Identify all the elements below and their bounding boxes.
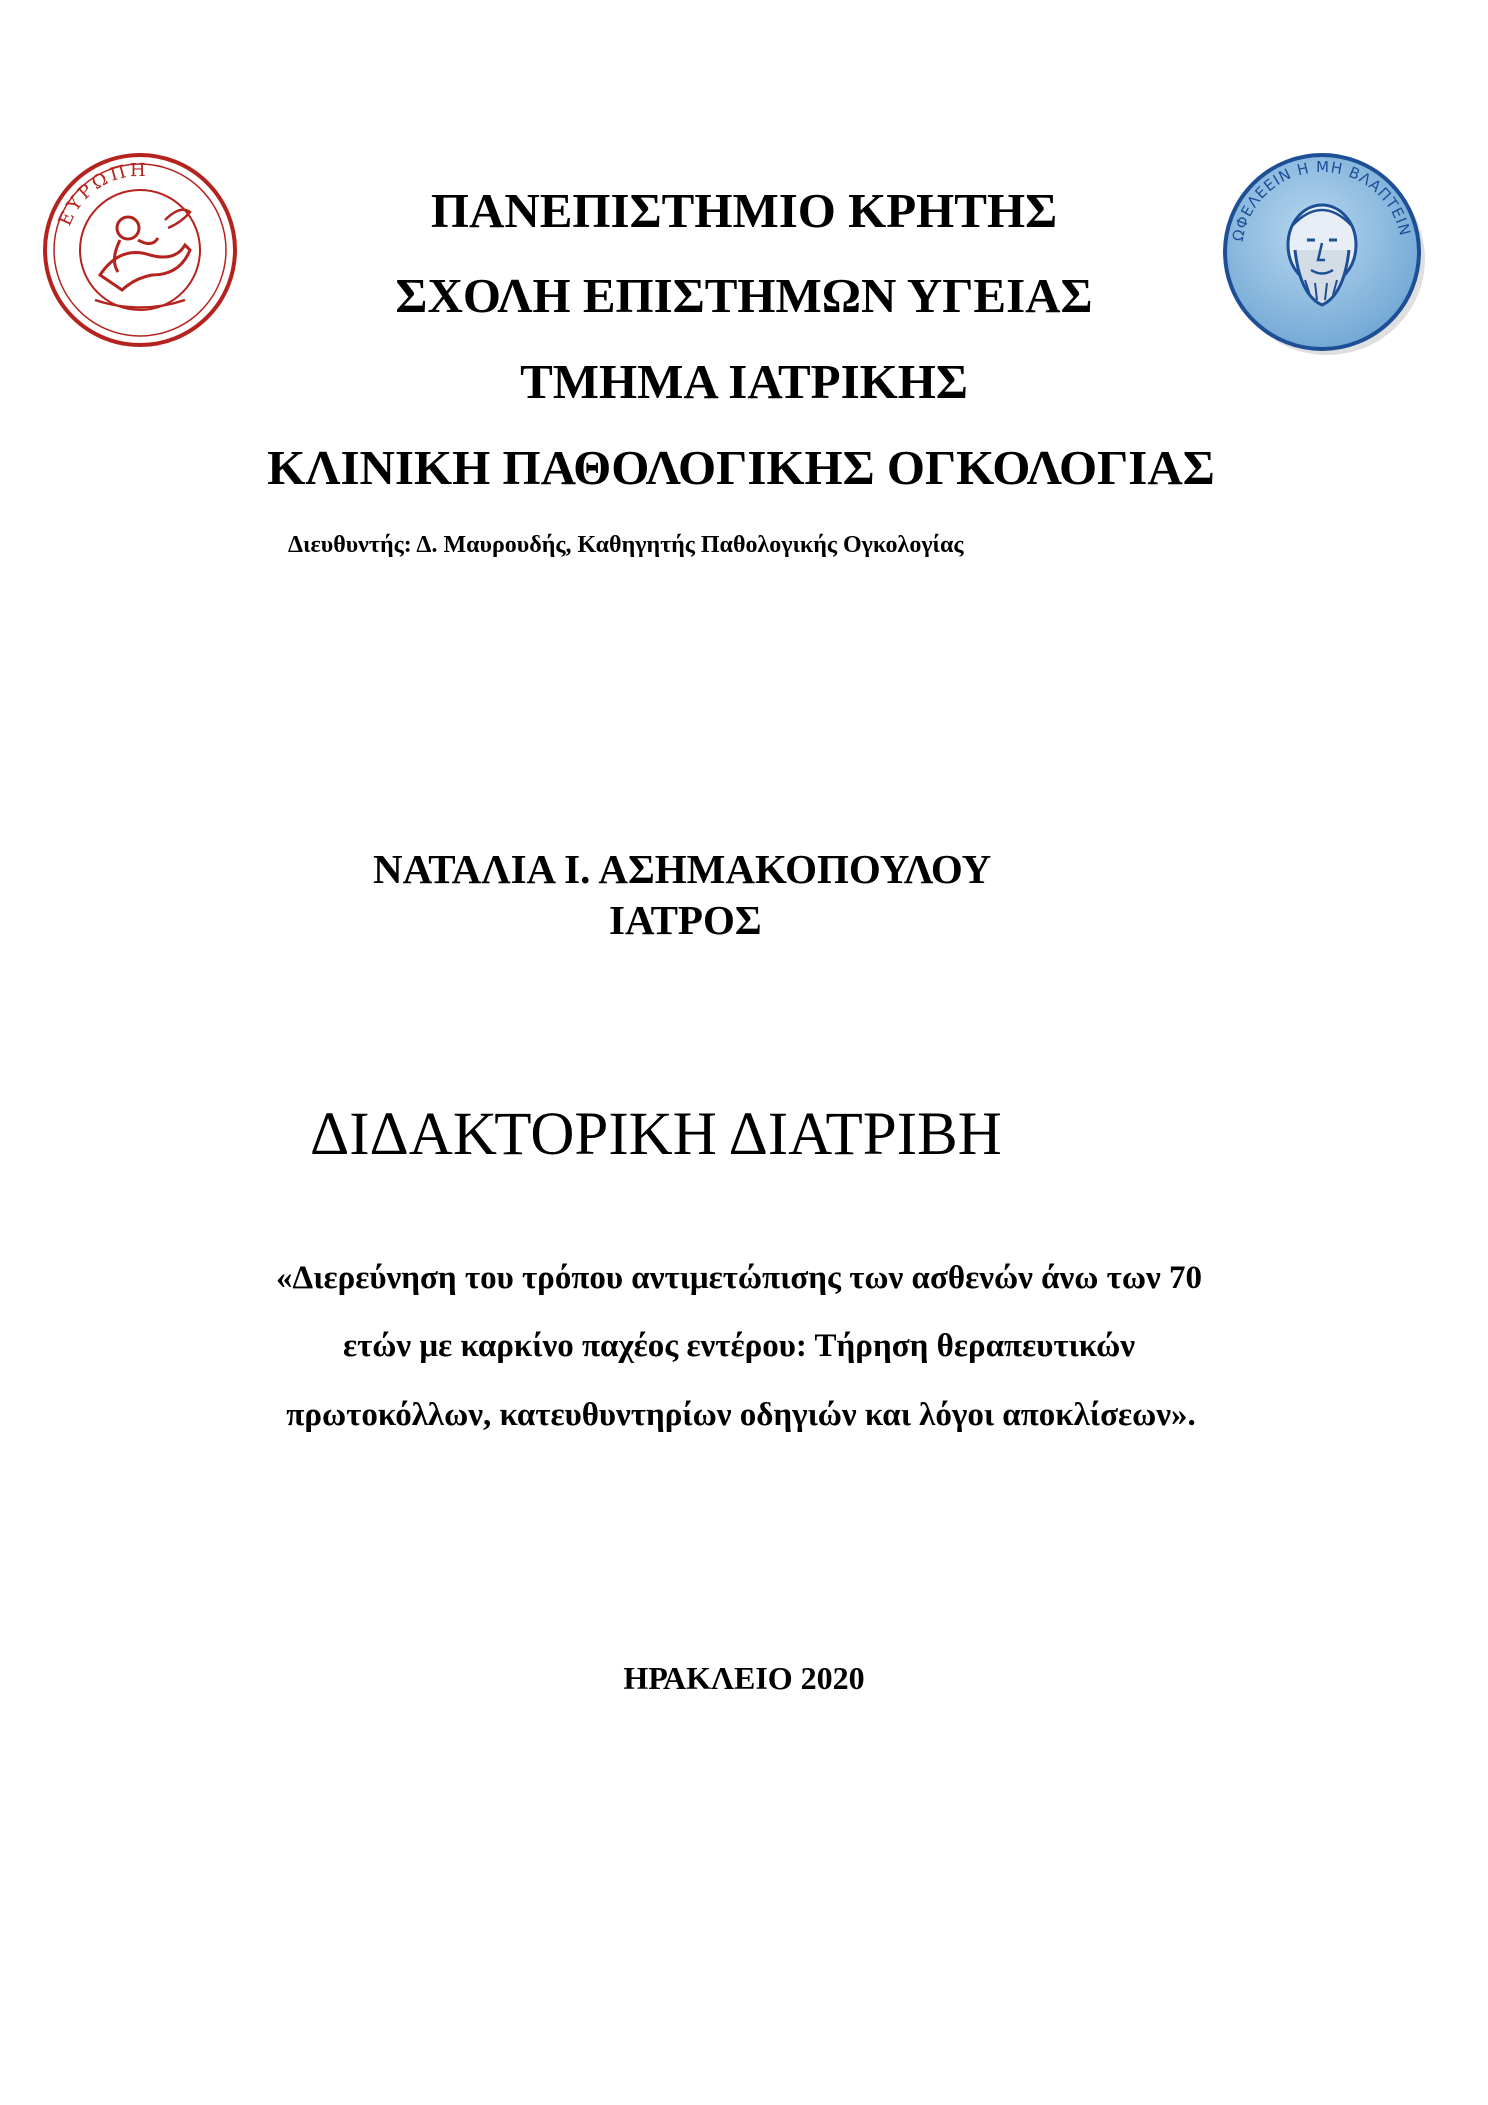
svg-text:ΕΥΡΩΠΗ: ΕΥΡΩΠΗ <box>54 159 149 230</box>
clinic-name: ΚΛΙΝΙΚΗ ΠΑΘΟΛΟΓΙΚΗΣ ΟΓΚΟΛΟΓΙΑΣ <box>267 440 1215 495</box>
thesis-title-line-1: «Διερεύνηση του τρόπου αντιμετώπισης των ασθενών άνω των 70 <box>276 1260 1202 1296</box>
department-name: ΤΜΗΜΑ ΙΑΤΡΙΚΗΣ <box>520 354 968 409</box>
svg-text:ΩΦΕΛΕΕΙΝ Η ΜΗ ΒΛΑΠΤΕΙΝ: ΩΦΕΛΕΕΙΝ Η ΜΗ ΒΛΑΠΤΕΙΝ <box>1228 157 1415 243</box>
director-line: Διευθυντής: Δ. Μαυρουδής, Καθηγητής Παθολογικής Ογκολογίας <box>288 532 964 558</box>
author-name: ΝΑΤΑΛΙΑ Ι. ΑΣΗΜΑΚΟΠΟΥΛΟΥ <box>373 846 992 892</box>
school-name: ΣΧΟΛΗ ΕΠΙΣΤΗΜΩΝ ΥΓΕΙΑΣ <box>395 268 1093 323</box>
thesis-type: ΔΙΔΑΚΤΟΡΙΚΗ ΔΙΑΤΡΙΒΗ <box>310 1101 1002 1168</box>
thesis-title-line-3: πρωτοκόλλων, κατευθυντηρίων οδηγιών και λόγοι αποκλίσεων». <box>286 1397 1196 1433</box>
thesis-title-line-2: ετών με καρκίνο παχέος εντέρου: Τήρηση θεραπευτικών <box>342 1328 1136 1364</box>
place-year: ΗΡΑΚΛΕΙΟ 2020 <box>623 1660 865 1696</box>
author-title: ΙΑΤΡΟΣ <box>609 897 762 943</box>
university-name: ΠΑΝΕΠΙΣΤΗΜΙΟ ΚΡΗΤΗΣ <box>430 183 1058 238</box>
medical-school-seal-icon <box>1215 145 1430 360</box>
